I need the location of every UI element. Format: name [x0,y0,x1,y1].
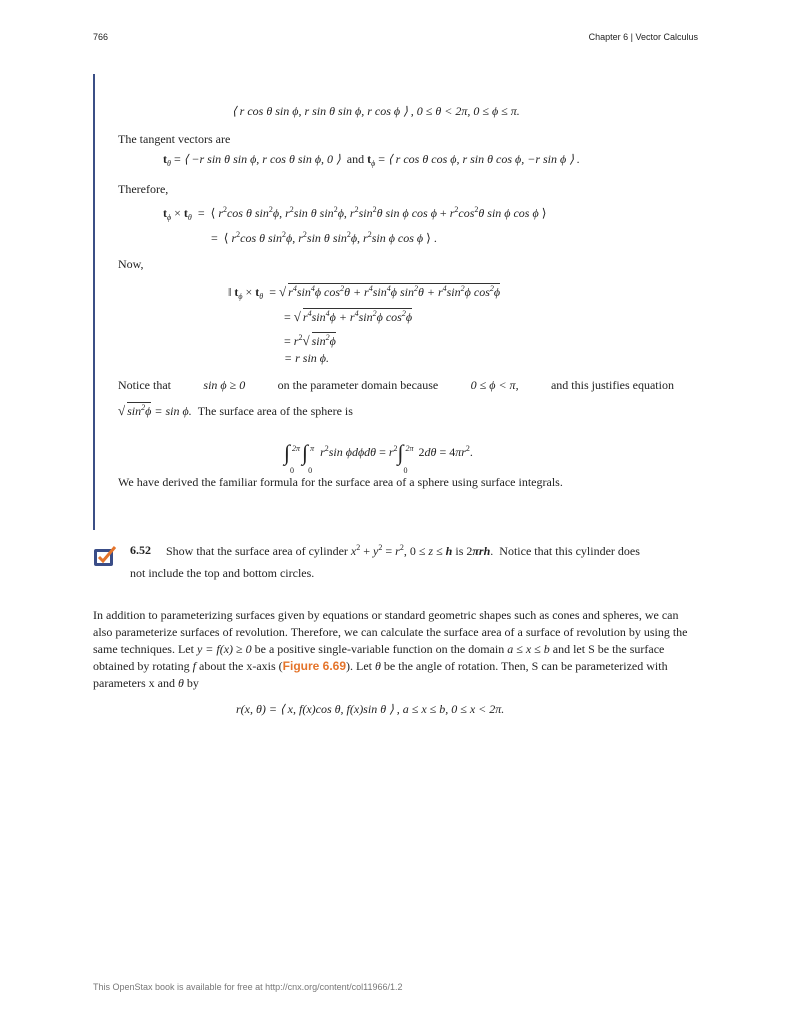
checkpoint-line-1: Show that the surface area of cylinder $x^2 + y^2 = r^2$, 0 ≤ z ≤ h is 2πrh. Notice that this cylinder does [166,543,640,558]
checkpoint-line-2: not include the top and bottom circles. [130,566,315,580]
checkpoint-number: 6.52 [130,543,151,557]
t-theta-value: ⟨ −r sin θ sin ϕ, r cos θ sin ϕ, 0 ⟩ [183,152,341,166]
chapter-title: Chapter 6 | Vector Calculus [588,32,698,42]
para-line-5: parameters x and θ by [93,676,199,690]
checkpoint-icon [93,545,117,567]
notice-line-2: √ $\sin^2\phi = \sin \phi$. The surface area of the sphere is [118,403,353,418]
para-line-4c: ). Let [346,659,373,673]
and-word: and [346,152,365,166]
para-line-4: obtained by rotating f about the x-axis (Figure 6.69). Let θ be the angle of rotation. Then, S can be parameterized with [93,659,668,673]
para-line-5a: parameters x and [93,676,175,690]
sin-phi-nonneg: sin ϕ ≥ 0 [203,378,246,392]
para-line-4b: about the x-axis ( [199,659,283,673]
revolution-param-equation: r(x, θ) = ⟨ x, f(x)cos θ, f(x)sin θ ⟩ , a ≤ x ≤ b, 0 ≤ x < 2π. [236,702,505,716]
cross-product-line-2: = ⟨ $r^2\cos$ θ $\sin^2\phi$, $r^2\sin$ θ $\sin^2\phi$, $r^2\sin$ ϕ cos ϕ ⟩ . [211,230,437,245]
checkpoint-text-after: Notice that this cylinder does [499,544,640,558]
notice-text-2: on the parameter domain because [277,378,439,392]
norm-line-3: = $r^2√$ $\sin^2\phi$ [284,333,336,348]
para-line-3a: same techniques. Let [93,642,194,656]
param-equation: ⟨ r cos θ sin ϕ, r sin θ sin ϕ, r cos ϕ ⟩ , 0 ≤ θ < 2π, 0 ≤ ϕ ≤ π. [232,104,520,118]
para-line-2: also parameterize surfaces of revolution. Therefore, we can calculate the surface area of a surface of revolution by using the [93,625,688,639]
notice-text-4: The surface area of the sphere is [197,404,353,418]
page-number: 766 [93,32,109,42]
tangent-intro: The tangent vectors are [118,132,231,146]
notice-line-1 [118,377,674,394]
cross-product-line-1: $t_\phi \times t_\theta$ = ⟨ $r^2\cos$ θ $\sin^2\phi$, $r^2\sin$ θ $\sin^2\phi$, $r^2\sin^2\theta$ sin ϕ $\cos \phi + r^2\cos^2\theta$ sin ϕ cos ϕ ⟩ [163,205,547,222]
norm-line-2: = √ $r^4\sin^4\phi + r^4\sin^2\phi$ $\cos^2\phi$ [284,309,413,324]
para-line-3b: be a positive single-variable function on the domain [254,642,505,656]
para-line-4a: obtained by rotating [93,659,190,673]
footer-license[interactable]: This OpenStax book is available for free at http://cnx.org/content/col11966/1.2 [93,982,403,992]
norm-line-1: ‖ $t_\phi \times t_\theta$ = √ $r^4\sin^4\phi$ $\cos^2\theta + r^4\sin^4\phi$ $\sin^2\theta + r^4\sin^2\phi$ $\cos^2\phi$ [228,284,501,301]
para-line-5b: by [186,676,199,690]
checkpoint-text-mid: is [455,544,464,558]
conclusion-text: We have derived the familiar formula for the surface area of a sphere using surface integrals. [118,475,563,489]
para-line-1: In addition to parameterizing surfaces given by equations or standard geometric shapes such as cones and spheres, we can [93,608,679,622]
notice-text-3: and this justifies equation [550,378,674,392]
notice-text-1: Notice that [118,378,171,392]
para-line-4d: be the angle of rotation. Then, S can be parameterized with [383,659,668,673]
norm-line-4: = r sin ϕ. [284,351,329,365]
surface-area-integral: ∫ 2π 0 ∫ π 0 $r^2\sin$ $\phi d\phi d\theta = r^2\int$ 2π 0 $2d\theta = 4\pi r^2$. [284,440,473,475]
para-line-3c: and let S be the surface [552,642,665,656]
phi-domain: 0 ≤ ϕ < π, [470,378,519,392]
checkpoint-text-before: Show that the surface area of cylinder [166,544,348,558]
therefore-label: Therefore, [118,182,169,196]
para-line-3: same techniques. Let y = f(x) ≥ 0 be a positive single-variable function on the domain a ≤ x ≤ b and let S be the surface [93,642,665,656]
example-side-rule [93,74,95,530]
figure-6-69-link[interactable]: Figure 6.69 [282,659,347,673]
revolution-paragraph [93,607,698,692]
now-label: Now, [118,257,144,271]
t-phi-value: ⟨ r cos θ cos ϕ, r sin θ cos ϕ, −r sin ϕ ⟩ . [388,152,580,166]
tangent-vectors-equation: $t_\theta$ = ⟨ −r sin θ sin ϕ, r cos θ sin ϕ, 0 ⟩ and $t_\phi$ = ⟨ r cos θ cos ϕ, r sin θ cos ϕ, −r sin ϕ ⟩ . [163,152,580,168]
